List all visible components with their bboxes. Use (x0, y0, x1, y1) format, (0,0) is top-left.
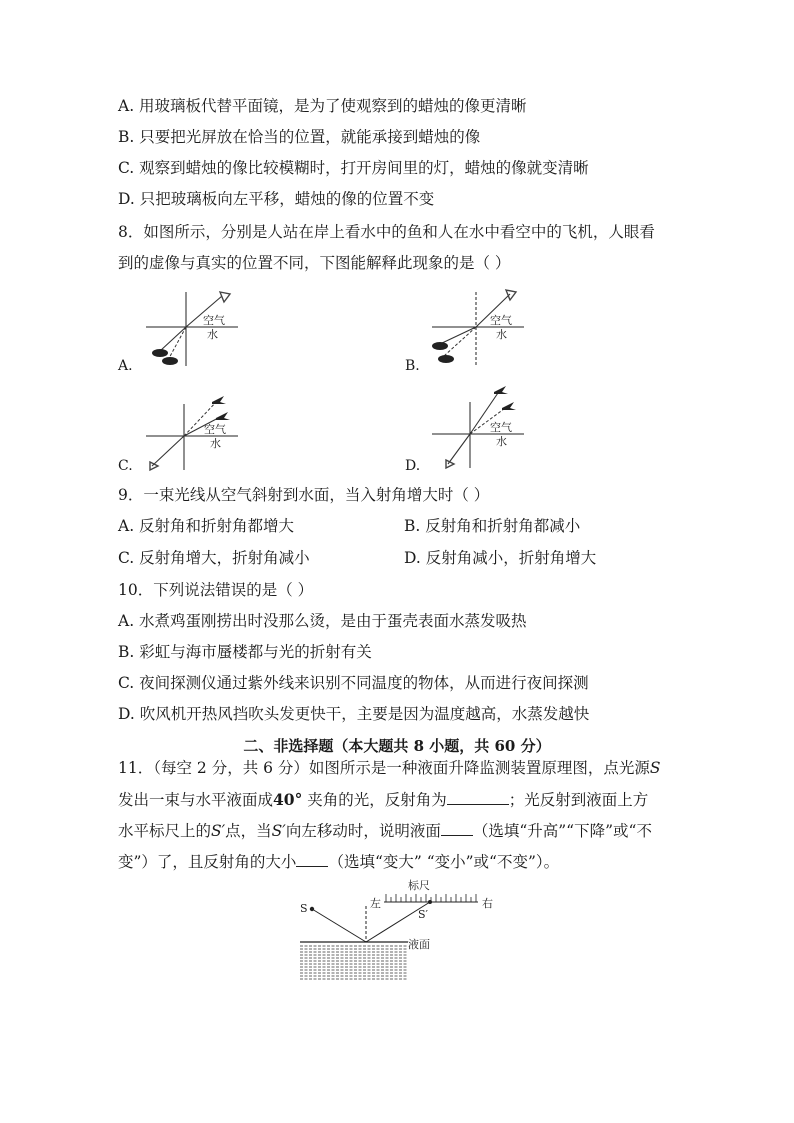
q7-option-b: B. 只要把光屏放在恰当的位置，就能承接到蜡烛的像 (118, 128, 481, 146)
q8-fig-d-label: D. (405, 458, 421, 474)
q8-fig-c-water-label: 水 (210, 437, 221, 450)
q11-line2: 发出一束与水平液面成40° 夹角的光，反射角为 ；光反射到液面上方 (118, 790, 649, 809)
q11-answer-blank-3[interactable] (296, 851, 328, 867)
q7-option-a: A. 用玻璃板代替平面镜，是为了使观察到的蜡烛的像更清晰 (118, 97, 527, 115)
q11-left-label: 左 (370, 897, 381, 910)
q10-stem: 10．下列说法错误的是（ ） (118, 581, 314, 599)
q8-fig-d-air-label: 空气 (490, 421, 512, 434)
q9-option-d: D. 反射角减小，折射角增大 (404, 549, 597, 567)
q11-surface-label: 液面 (408, 938, 430, 951)
q11-spot-label: S′ (418, 908, 429, 921)
q10-option-a: A. 水煮鸡蛋刚捞出时没那么烫，是由于蛋壳表面水蒸发吸热 (118, 612, 527, 630)
q7-option-d: D. 只把玻璃板向左平移，蜡烛的像的位置不变 (118, 190, 435, 208)
q9-option-a: A. 反射角和折射角都增大 (118, 517, 295, 535)
q11-line3: 水平标尺上的S′点，当S′向左移动时，说明液面 （选填“升高”“下降”或“不 (118, 822, 652, 840)
q11-ruler-label: 标尺 (408, 879, 430, 892)
q8-fig-c-label: C. (118, 458, 133, 474)
q11-answer-blank-1[interactable] (447, 789, 509, 805)
q8-fig-b-water-label: 水 (496, 328, 507, 341)
q8-figure-c (140, 388, 250, 474)
q8-fig-b-label: B. (405, 358, 420, 374)
q11-angle-40: 40° (273, 790, 303, 809)
q11-source-label: S (300, 902, 308, 915)
q10-option-d: D. 吹风机开热风挡吹头发更快干，主要是因为温度越高，水蒸发越快 (118, 705, 590, 723)
q9-option-b: B. 反射角和折射角都减小 (404, 517, 581, 535)
q8-fig-d-water-label: 水 (496, 435, 507, 448)
q8-figure-a (140, 286, 250, 372)
q8-figure-d (426, 380, 536, 474)
q10-option-c: C. 夜间探测仪通过紫外线来识别不同温度的物体，从而进行夜间探测 (118, 674, 589, 692)
q9-stem: 9．一束光线从空气斜射到水面，当入射角增大时（ ） (118, 486, 490, 504)
q11-right-label: 右 (482, 897, 493, 910)
q7-option-c: C. 观察到蜡烛的像比较模糊时，打开房间里的灯，蜡烛的像就变清晰 (118, 159, 589, 177)
q8-stem-line2: 到的虚像与真实的位置不同，下图能解释此现象的是（ ） (118, 254, 511, 272)
q8-fig-a-water-label: 水 (207, 328, 218, 341)
q8-fig-c-air-label: 空气 (204, 423, 226, 436)
q8-figure-b (426, 286, 536, 372)
q8-fig-b-air-label: 空气 (490, 314, 512, 327)
section-2-title: 二、非选择题（本大题共 8 小题，共 60 分） (243, 737, 551, 755)
q11-figure (290, 876, 510, 986)
q11-answer-blank-2[interactable] (441, 820, 473, 836)
q9-option-c: C. 反射角增大，折射角减小 (118, 549, 310, 567)
q10-option-b: B. 彩虹与海市蜃楼都与光的折射有关 (118, 643, 372, 661)
q11-line4: 变”）了，且反射角的大小 （选填“变大” “变小”或“不变”）。 (118, 853, 560, 871)
q8-fig-a-label: A. (118, 358, 133, 374)
q11-symbol-s: S (649, 759, 661, 777)
q11-liquid-hatching (300, 946, 408, 979)
q11-line1: 11．（每空 2 分，共 6 分）如图所示是一种液面升降监测装置原理图，点光源S (118, 759, 661, 777)
q8-stem-line1: 8．如图所示，分别是人站在岸上看水中的鱼和人在水中看空中的飞机，人眼看 (118, 223, 655, 241)
q8-fig-a-air-label: 空气 (203, 314, 225, 327)
